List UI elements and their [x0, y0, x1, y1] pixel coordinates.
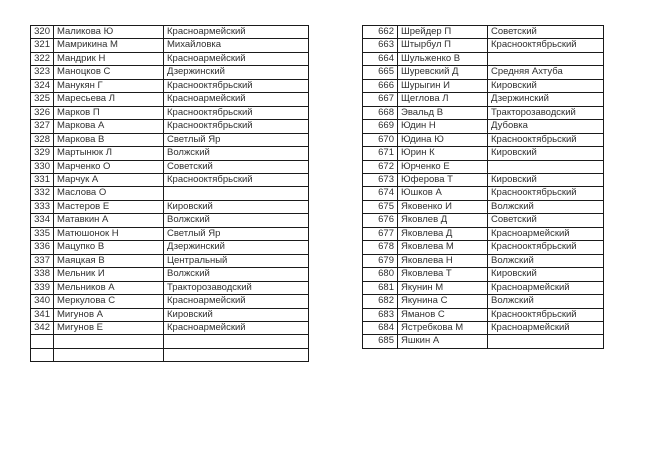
row-number-cell: 663	[363, 39, 398, 52]
table-row	[31, 241, 309, 254]
table-row	[31, 321, 309, 334]
row-number-cell: 327	[31, 120, 54, 133]
row-number-cell: 662	[363, 26, 398, 39]
table-row	[363, 120, 604, 133]
person-name-cell: Юрин К	[398, 147, 488, 160]
person-name-cell: Шульженко В	[398, 52, 488, 65]
table-row	[363, 160, 604, 173]
table-row	[363, 79, 604, 92]
district-cell: Волжский	[488, 254, 604, 267]
table-row	[363, 52, 604, 65]
district-cell: Краснооктябрьский	[164, 173, 309, 186]
table-row	[31, 160, 309, 173]
table-row	[31, 133, 309, 146]
table-row	[363, 106, 604, 119]
table-row	[31, 200, 309, 213]
person-name-cell: Штырбул П	[398, 39, 488, 52]
district-cell: Волжский	[164, 147, 309, 160]
person-name-cell: Маркова А	[54, 120, 164, 133]
district-cell: Краснооктябрьский	[488, 308, 604, 321]
person-name-cell: Эвальд В	[398, 106, 488, 119]
person-name-cell: Мигунов Е	[54, 321, 164, 334]
district-cell: Волжский	[488, 200, 604, 213]
person-name-cell: Манукян Г	[54, 79, 164, 92]
district-cell: Кировский	[488, 147, 604, 160]
person-name-cell	[54, 335, 164, 348]
district-cell: Советский	[488, 214, 604, 227]
table-row	[31, 348, 309, 361]
person-name-cell: Яковлева Н	[398, 254, 488, 267]
district-cell: Красноармейский	[164, 26, 309, 39]
district-cell: Краснооктябрьский	[488, 187, 604, 200]
person-name-cell: Маноцков С	[54, 66, 164, 79]
table-row	[363, 241, 604, 254]
table-row	[363, 93, 604, 106]
table-row	[363, 66, 604, 79]
roster-table-left-body	[31, 26, 309, 362]
district-cell: Кировский	[488, 268, 604, 281]
person-name-cell: Юшков А	[398, 187, 488, 200]
table-row	[363, 308, 604, 321]
table-row	[363, 214, 604, 227]
table-row	[31, 93, 309, 106]
table-row	[31, 187, 309, 200]
row-number-cell: 335	[31, 227, 54, 240]
row-number-cell: 341	[31, 308, 54, 321]
row-number-cell: 669	[363, 120, 398, 133]
row-number-cell: 325	[31, 93, 54, 106]
person-name-cell: Мандрик Н	[54, 52, 164, 65]
row-number-cell: 673	[363, 173, 398, 186]
district-cell: Краснооктябрьский	[488, 133, 604, 146]
table-row	[31, 308, 309, 321]
district-cell: Красноармейский	[488, 227, 604, 240]
roster-table-left	[30, 25, 309, 362]
row-number-cell: 665	[363, 66, 398, 79]
table-row	[363, 268, 604, 281]
district-cell: Красноармейский	[488, 321, 604, 334]
row-number-cell: 672	[363, 160, 398, 173]
row-number-cell: 333	[31, 200, 54, 213]
district-cell	[488, 160, 604, 173]
row-number-cell: 338	[31, 268, 54, 281]
table-row	[363, 200, 604, 213]
table-row	[363, 26, 604, 39]
table-row	[363, 281, 604, 294]
person-name-cell: Яманов С	[398, 308, 488, 321]
person-name-cell: Шурыгин И	[398, 79, 488, 92]
person-name-cell: Яшкин А	[398, 335, 488, 348]
row-number-cell: 671	[363, 147, 398, 160]
person-name-cell: Яковлева М	[398, 241, 488, 254]
row-number-cell: 678	[363, 241, 398, 254]
row-number-cell: 667	[363, 93, 398, 106]
row-number-cell: 677	[363, 227, 398, 240]
district-cell: Волжский	[488, 295, 604, 308]
district-cell: Тракторозаводский	[488, 106, 604, 119]
row-number-cell: 322	[31, 52, 54, 65]
row-number-cell: 324	[31, 79, 54, 92]
row-number-cell: 320	[31, 26, 54, 39]
table-row	[363, 187, 604, 200]
row-number-cell	[31, 348, 54, 361]
district-cell: Краснооктябрьский	[488, 241, 604, 254]
row-number-cell: 332	[31, 187, 54, 200]
district-cell: Михайловка	[164, 39, 309, 52]
district-cell: Волжский	[164, 268, 309, 281]
row-number-cell: 664	[363, 52, 398, 65]
table-row	[363, 173, 604, 186]
person-name-cell: Яковлева Д	[398, 227, 488, 240]
table-row	[363, 39, 604, 52]
table-row	[363, 133, 604, 146]
district-cell	[164, 187, 309, 200]
person-name-cell: Маслова О	[54, 187, 164, 200]
table-row	[31, 26, 309, 39]
table-row	[31, 79, 309, 92]
person-name-cell: Маркова В	[54, 133, 164, 146]
row-number-cell: 321	[31, 39, 54, 52]
person-name-cell: Шуревский Д	[398, 66, 488, 79]
table-row	[31, 39, 309, 52]
row-number-cell: 681	[363, 281, 398, 294]
district-cell	[164, 348, 309, 361]
person-name-cell: Мельник И	[54, 268, 164, 281]
person-name-cell: Маресьева Л	[54, 93, 164, 106]
district-cell: Красноармейский	[488, 281, 604, 294]
table-row	[363, 254, 604, 267]
roster-table-right	[362, 25, 604, 349]
person-name-cell: Маяцкая В	[54, 254, 164, 267]
table-row	[363, 295, 604, 308]
district-cell	[164, 335, 309, 348]
person-name-cell	[54, 348, 164, 361]
row-number-cell: 336	[31, 241, 54, 254]
person-name-cell: Маликова Ю	[54, 26, 164, 39]
person-name-cell: Марчук А	[54, 173, 164, 186]
district-cell: Дубовка	[488, 120, 604, 133]
district-cell: Светлый Яр	[164, 133, 309, 146]
district-cell: Светлый Яр	[164, 227, 309, 240]
row-number-cell: 323	[31, 66, 54, 79]
district-cell	[488, 52, 604, 65]
district-cell: Дзержинский	[164, 241, 309, 254]
row-number-cell: 685	[363, 335, 398, 348]
row-number-cell: 684	[363, 321, 398, 334]
table-row	[31, 254, 309, 267]
person-name-cell: Яковлев Д	[398, 214, 488, 227]
row-number-cell: 340	[31, 295, 54, 308]
row-number-cell: 668	[363, 106, 398, 119]
row-number-cell: 682	[363, 295, 398, 308]
table-row	[363, 321, 604, 334]
table-row	[31, 147, 309, 160]
table-row	[363, 335, 604, 348]
person-name-cell: Юдин Н	[398, 120, 488, 133]
person-name-cell: Марченко О	[54, 160, 164, 173]
table-row	[363, 147, 604, 160]
row-number-cell: 679	[363, 254, 398, 267]
row-number-cell: 330	[31, 160, 54, 173]
district-cell: Кировский	[164, 200, 309, 213]
district-cell: Красноармейский	[164, 52, 309, 65]
person-name-cell: Якунин М	[398, 281, 488, 294]
row-number-cell: 331	[31, 173, 54, 186]
district-cell: Советский	[164, 160, 309, 173]
row-number-cell: 342	[31, 321, 54, 334]
person-name-cell: Мастеров Е	[54, 200, 164, 213]
district-cell: Центральный	[164, 254, 309, 267]
table-row	[31, 52, 309, 65]
district-cell: Средняя Ахтуба	[488, 66, 604, 79]
table-row	[31, 335, 309, 348]
person-name-cell: Яковенко И	[398, 200, 488, 213]
table-row	[31, 281, 309, 294]
table-row	[31, 227, 309, 240]
table-row	[31, 120, 309, 133]
person-name-cell: Мартынюк Л	[54, 147, 164, 160]
district-cell: Тракторозаводский	[164, 281, 309, 294]
person-name-cell: Якунина С	[398, 295, 488, 308]
district-cell	[488, 335, 604, 348]
person-name-cell: Меркулова С	[54, 295, 164, 308]
district-cell: Советский	[488, 26, 604, 39]
person-name-cell: Ястребкова М	[398, 321, 488, 334]
district-cell: Краснооктябрьский	[164, 120, 309, 133]
district-cell: Кировский	[488, 79, 604, 92]
person-name-cell: Шрейдер П	[398, 26, 488, 39]
person-name-cell: Мацупко В	[54, 241, 164, 254]
district-cell: Красноармейский	[164, 93, 309, 106]
district-cell: Краснооктябрьский	[164, 106, 309, 119]
person-name-cell: Юферова Т	[398, 173, 488, 186]
row-number-cell: 329	[31, 147, 54, 160]
row-number-cell: 676	[363, 214, 398, 227]
table-row	[31, 106, 309, 119]
row-number-cell: 326	[31, 106, 54, 119]
district-cell: Краснооктябрьский	[488, 39, 604, 52]
person-name-cell: Матюшонок Н	[54, 227, 164, 240]
row-number-cell: 337	[31, 254, 54, 267]
person-name-cell: Юрченко Е	[398, 160, 488, 173]
person-name-cell: Матавкин А	[54, 214, 164, 227]
row-number-cell: 339	[31, 281, 54, 294]
district-cell: Краснооктябрьский	[164, 79, 309, 92]
row-number-cell: 674	[363, 187, 398, 200]
row-number-cell: 680	[363, 268, 398, 281]
district-cell: Кировский	[488, 173, 604, 186]
district-cell: Красноармейский	[164, 321, 309, 334]
table-row	[31, 268, 309, 281]
table-row	[31, 214, 309, 227]
row-number-cell: 666	[363, 79, 398, 92]
person-name-cell: Мигунов А	[54, 308, 164, 321]
table-row	[31, 295, 309, 308]
row-number-cell: 670	[363, 133, 398, 146]
person-name-cell: Яковлева Т	[398, 268, 488, 281]
row-number-cell: 328	[31, 133, 54, 146]
row-number-cell: 675	[363, 200, 398, 213]
person-name-cell: Щеглова Л	[398, 93, 488, 106]
table-row	[31, 66, 309, 79]
district-cell: Кировский	[164, 308, 309, 321]
district-cell: Дзержинский	[164, 66, 309, 79]
person-name-cell: Юдина Ю	[398, 133, 488, 146]
district-cell: Красноармейский	[164, 295, 309, 308]
district-cell: Волжский	[164, 214, 309, 227]
row-number-cell: 683	[363, 308, 398, 321]
row-number-cell	[31, 335, 54, 348]
district-cell: Дзержинский	[488, 93, 604, 106]
table-row	[363, 227, 604, 240]
table-row	[31, 173, 309, 186]
person-name-cell: Мельников А	[54, 281, 164, 294]
person-name-cell: Мамрикина М	[54, 39, 164, 52]
roster-table-right-body	[363, 26, 604, 349]
row-number-cell: 334	[31, 214, 54, 227]
person-name-cell: Марков П	[54, 106, 164, 119]
